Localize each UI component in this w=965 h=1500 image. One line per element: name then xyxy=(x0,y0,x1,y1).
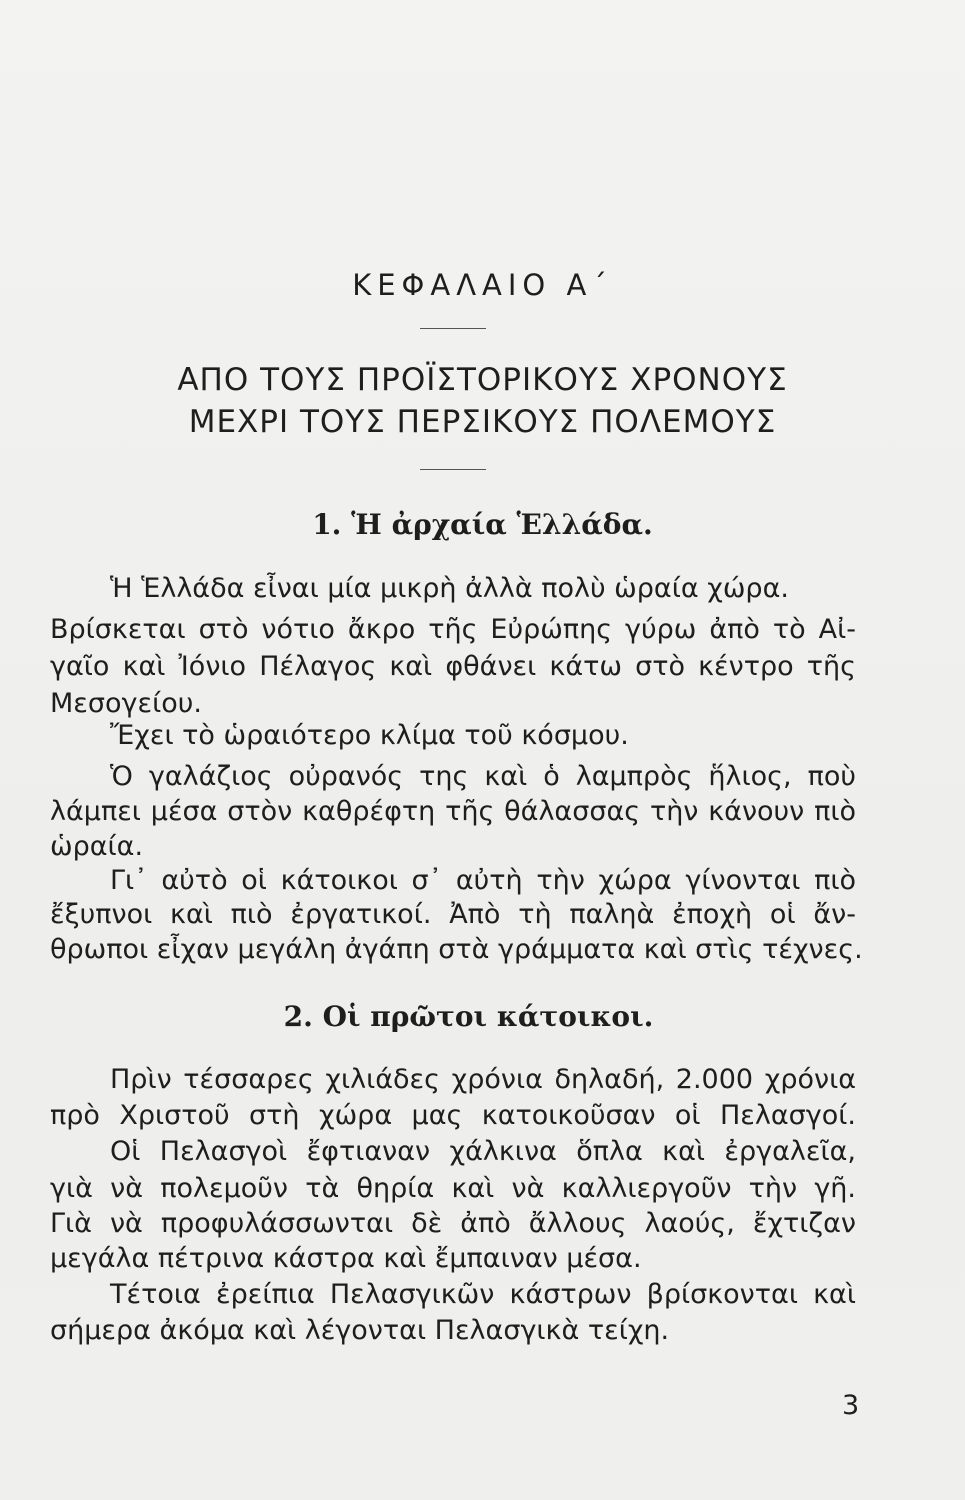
paragraph-line: Μεσογείου. xyxy=(50,688,202,719)
page-number: 3 xyxy=(842,1390,860,1421)
divider-rule xyxy=(420,328,486,329)
paragraph-line: λάμπει μέσα στὸν καθρέφτη τῆς θάλασσας τὴν κάνουν πιὸ xyxy=(50,796,856,827)
chapter-label: ΚΕΦΑΛΑΙΟ Α΄ xyxy=(352,268,613,302)
paragraph-line: ὡραία. xyxy=(50,831,144,862)
paragraph-line: Τέτοια ἐρείπια Πελασγικῶν κάστρων βρίσκονται καὶ xyxy=(110,1279,856,1310)
paragraph-line: πρὸ Χριστοῦ στὴ χώρα μας κατοικοῦσαν οἱ Πελασγοί. xyxy=(50,1100,856,1131)
paragraph-line: Ὁ γαλάζιος οὐρανός της καὶ ὁ λαμπρὸς ἥλιος, ποὺ xyxy=(110,761,856,792)
chapter-title-line-1: ΑΠΟ ΤΟΥΣ ΠΡΟΪΣΤΟΡΙΚΟΥΣ ΧΡΟΝΟΥΣ xyxy=(177,362,788,398)
paragraph-line: Βρίσκεται στὸ νότιο ἄκρο τῆς Εὐρώπης γύρω ἀπὸ τὸ Αἰ- xyxy=(50,614,856,645)
section-2-heading: 2. Οἱ πρῶτοι κάτοικοι. xyxy=(283,1000,654,1033)
paragraph-line: γαῖο καὶ Ἰόνιο Πέλαγος καὶ φθάνει κάτω στὸ κέντρο τῆς xyxy=(50,651,856,682)
paragraph-line: θρωποι εἶχαν μεγάλη ἀγάπη στὰ γράμματα καὶ στὶς τέχνες. xyxy=(50,934,863,965)
paragraph-line: Γι᾽ αὐτὸ οἱ κάτοικοι σ᾽ αὐτὴ τὴν χώρα γίνονται πιὸ xyxy=(110,865,856,896)
chapter-title-line-2: ΜΕΧΡΙ ΤΟΥΣ ΠΕΡΣΙΚΟΥΣ ΠΟΛΕΜΟΥΣ xyxy=(188,404,777,440)
divider-rule xyxy=(420,469,486,470)
paragraph-line: Ἡ Ἑλλάδα εἶναι μία μικρὴ ἀλλὰ πολὺ ὡραία χώρα. xyxy=(110,573,789,604)
section-1-heading: 1. Ἡ ἀρχαία Ἑλλάδα. xyxy=(312,508,653,541)
paragraph-line: Ἔχει τὸ ὡραιότερο κλίμα τοῦ κόσμου. xyxy=(110,720,629,751)
paragraph-line: Πρὶν τέσσαρες χιλιάδες χρόνια δηλαδή, 2.000 χρόνια xyxy=(110,1064,856,1095)
paragraph-line: Οἱ Πελασγοὶ ἔφτιαναν χάλκινα ὅπλα καὶ ἐργαλεῖα, xyxy=(110,1136,856,1167)
paragraph-line: γιὰ νὰ πολεμοῦν τὰ θηρία καὶ νὰ καλλιεργοῦν τὴν γῆ. xyxy=(50,1173,856,1204)
paragraph-line: μεγάλα πέτρινα κάστρα καὶ ἔμπαιναν μέσα. xyxy=(50,1243,642,1274)
paragraph-line: σήμερα ἀκόμα καὶ λέγονται Πελασγικὰ τείχη. xyxy=(50,1315,670,1346)
paragraph-line: Γιὰ νὰ προφυλάσσωνται δὲ ἀπὸ ἄλλους λαούς, ἔχτιζαν xyxy=(50,1208,856,1239)
paragraph-line: ἔξυπνοι καὶ πιὸ ἐργατικοί. Ἀπὸ τὴ παληὰ ἐποχὴ οἱ ἄν- xyxy=(50,899,856,930)
